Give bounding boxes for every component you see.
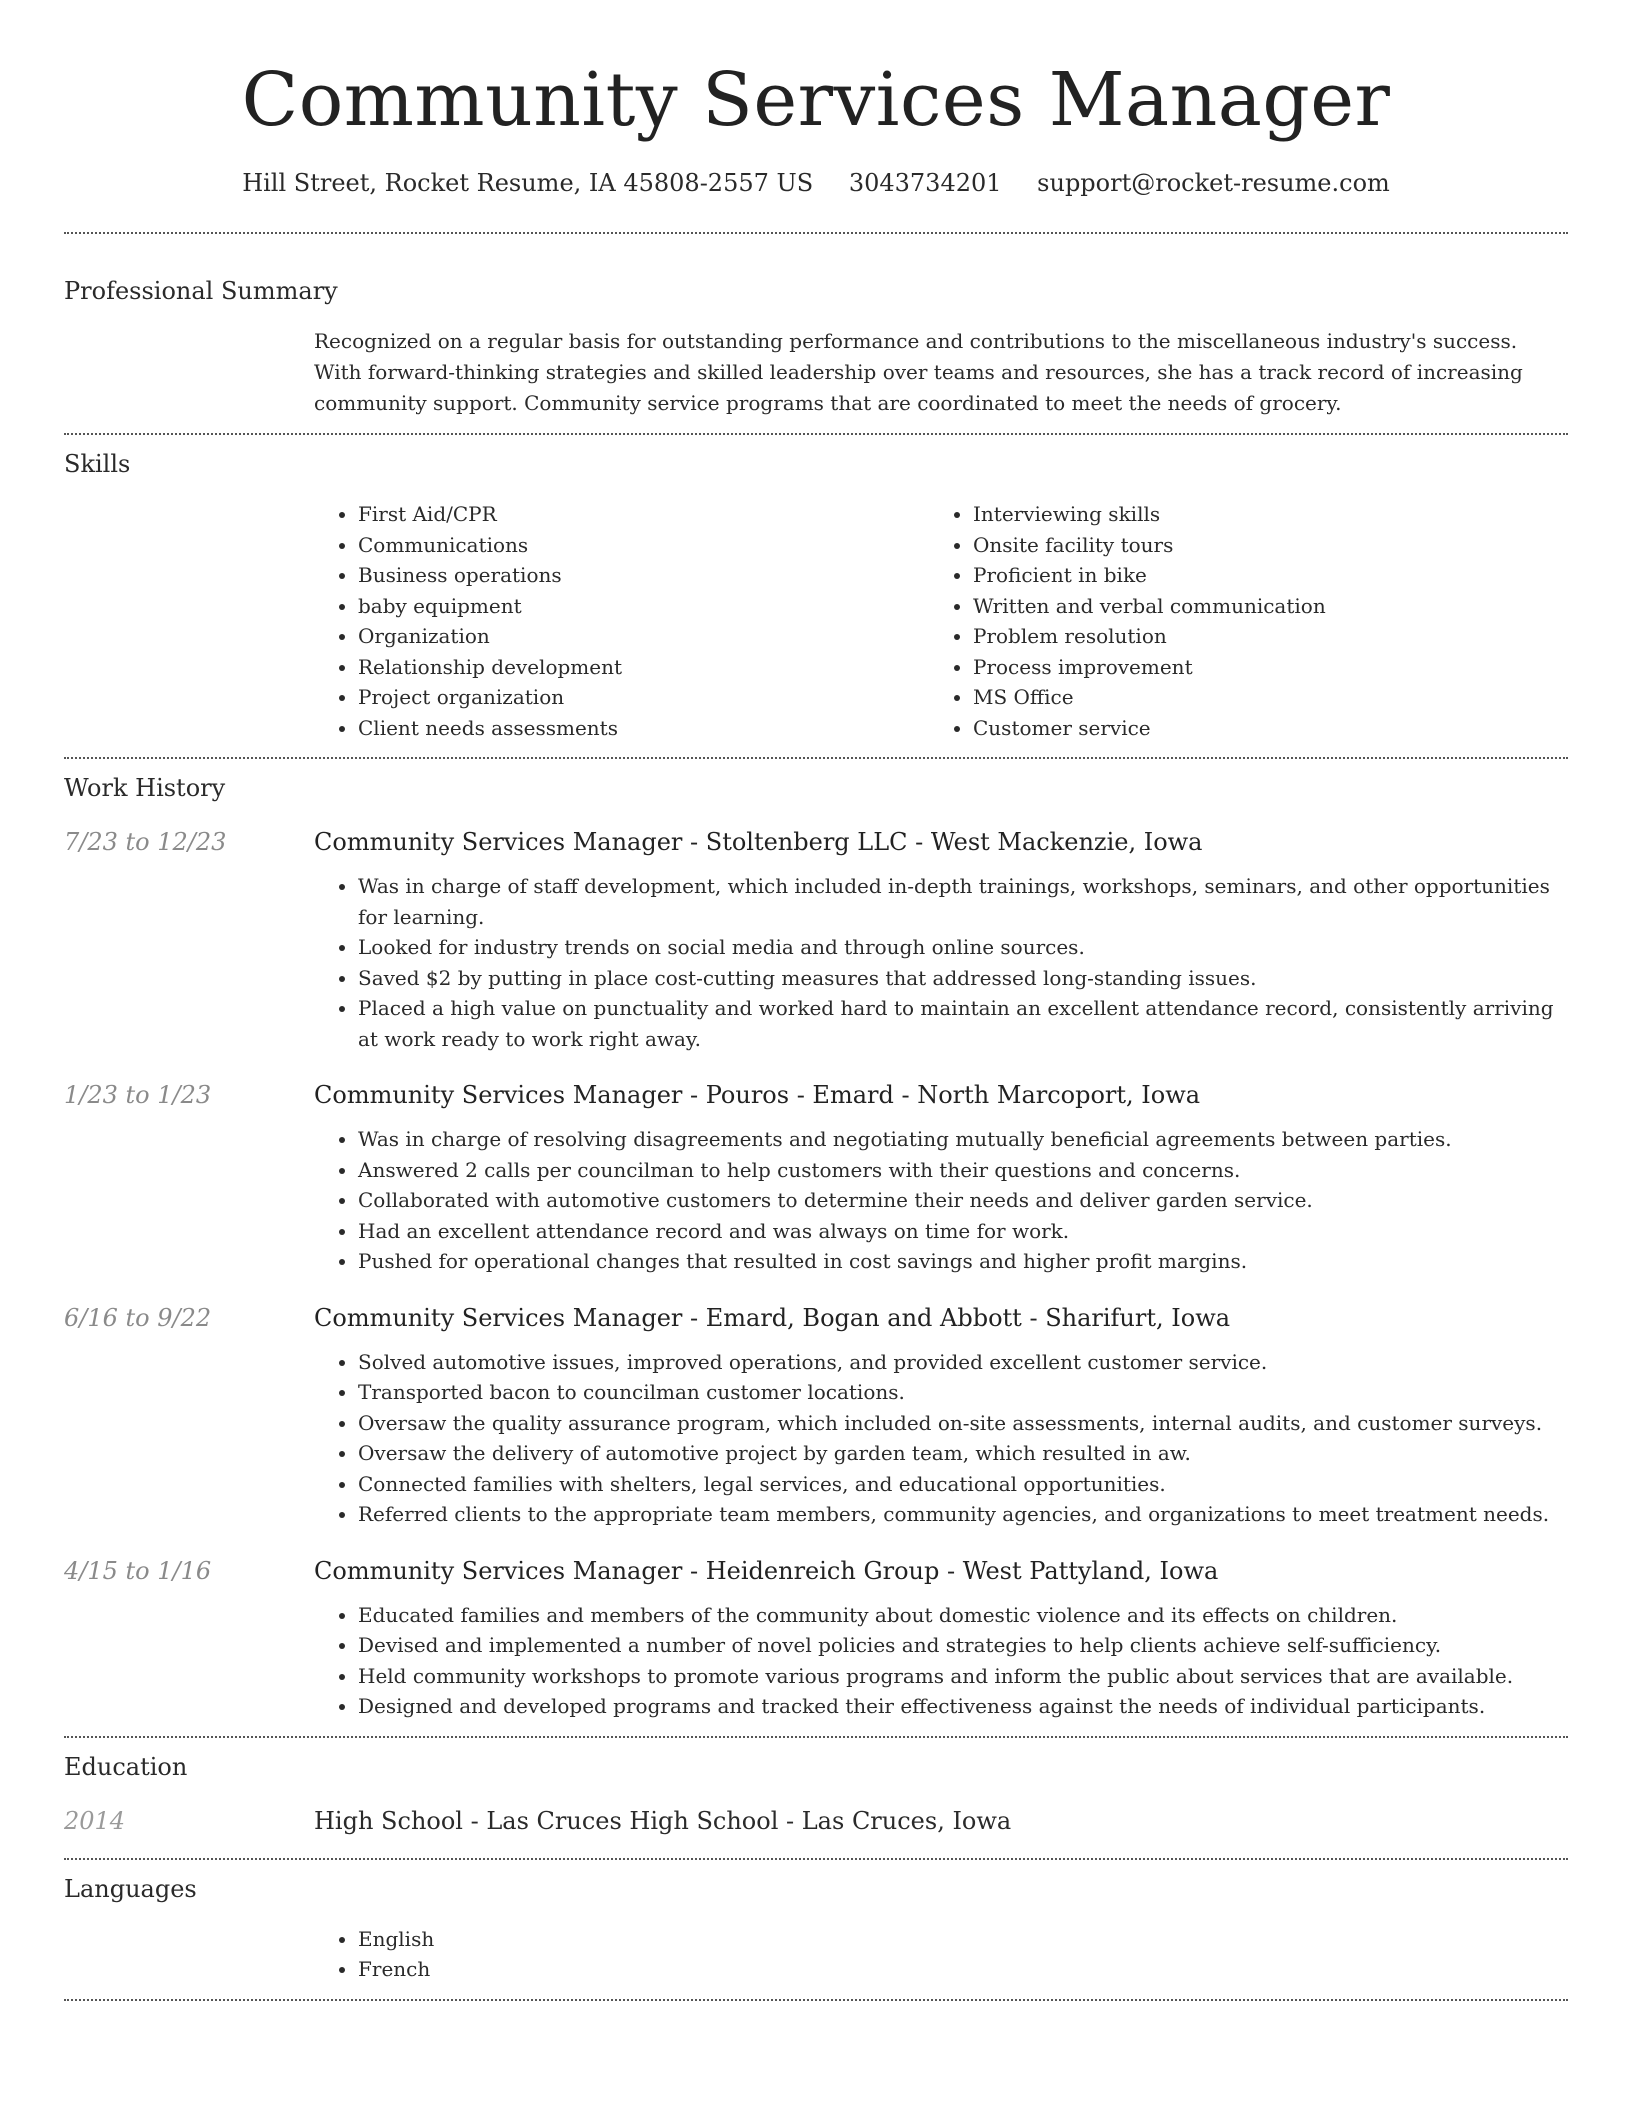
work-history-section — [64, 759, 1568, 1736]
skill-item: • baby equipment — [358, 591, 929, 622]
skill-item: • First Aid/CPR — [358, 499, 929, 530]
summary-heading: Professional Summary — [64, 277, 338, 305]
list-item: • Devised and implemented a number of novel policies and strategies to help clients achieve self-sufficiency. — [358, 1630, 1560, 1661]
languages-bullets — [314, 1924, 1568, 1985]
contact-phone: 3043734201 — [848, 169, 1002, 197]
list-item: • Solved automotive issues, improved operations, and provided excellent customer service. — [358, 1347, 1560, 1378]
job-entry — [64, 1078, 1568, 1277]
job-bullets — [314, 1347, 1568, 1530]
job-bullets — [314, 1124, 1568, 1277]
skills-heading: Skills — [64, 450, 131, 478]
job-dates: 6/16 to 9/22 — [64, 1303, 212, 1332]
summary-section — [64, 234, 1568, 433]
education-detail: High School - Las Cruces High School - Las Cruces, Iowa — [314, 1806, 1012, 1835]
list-item: • Was in charge of staff development, which included in-depth trainings, workshops, seminars, and other opportunities for learning. — [358, 871, 1560, 932]
job-dates: 4/15 to 1/16 — [64, 1556, 212, 1585]
list-item: • Designed and developed programs and tracked their effectiveness against the needs of individual participants. — [358, 1691, 1560, 1722]
list-item: • Placed a high value on punctuality and worked hard to maintain an excellent attendance record, consistently arriving at work ready to work right away. — [358, 993, 1560, 1054]
skill-item: • MS Office — [973, 682, 1544, 713]
education-heading: Education — [64, 1752, 188, 1781]
skill-item: • Written and verbal communication — [973, 591, 1544, 622]
job-dates: 7/23 to 12/23 — [64, 828, 227, 856]
skill-item: • Project organization — [358, 682, 929, 713]
contact-line — [64, 166, 1568, 200]
education-year: 2014 — [64, 1806, 126, 1835]
education-section — [64, 1738, 1568, 1858]
language-item: • English — [358, 1924, 1568, 1955]
job-entry — [64, 1301, 1568, 1530]
skill-item: • Organization — [358, 621, 929, 652]
list-item: • Referred clients to the appropriate team members, community agencies, and organizations to meet treatment needs. — [358, 1499, 1560, 1530]
skill-item: • Communications — [358, 530, 929, 561]
list-item: • Oversaw the delivery of automotive project by garden team, which resulted in aw. — [358, 1438, 1560, 1469]
list-item: • Looked for industry trends on social media and through online sources. — [358, 932, 1560, 963]
job-heading: Community Services Manager - Pouros - Emard - North Marcoport, Iowa — [314, 1081, 1201, 1109]
skill-item: • Onsite facility tours — [973, 530, 1544, 561]
education-entry — [64, 1804, 1568, 1838]
list-item: • Had an excellent attendance record and was always on time for work. — [358, 1216, 1560, 1247]
skills-columns — [314, 499, 1568, 743]
job-dates: 1/23 to 1/23 — [64, 1081, 212, 1109]
skills-list-left — [314, 499, 929, 743]
skill-item: • Process improvement — [973, 652, 1544, 683]
job-bullets — [314, 871, 1568, 1054]
job-entry — [64, 1554, 1568, 1722]
languages-heading: Languages — [64, 1874, 197, 1903]
skills-section — [64, 435, 1568, 757]
job-heading: Community Services Manager - Emard, Bogan and Abbott - Sharifurt, Iowa — [314, 1303, 1231, 1332]
list-item: • Educated families and members of the community about domestic violence and its effects on children. — [358, 1600, 1560, 1631]
resume-page — [64, 0, 1568, 2001]
skill-item: • Interviewing skills — [973, 499, 1544, 530]
list-item: • Was in charge of resolving disagreements and negotiating mutually beneficial agreements between parties. — [358, 1124, 1560, 1155]
skill-item: • Relationship development — [358, 652, 929, 683]
list-item: • Connected families with shelters, legal services, and educational opportunities. — [358, 1469, 1560, 1500]
list-item: • Held community workshops to promote various programs and inform the public about services that are available. — [358, 1661, 1560, 1692]
list-item: • Collaborated with automotive customers to determine their needs and deliver garden service. — [358, 1185, 1560, 1216]
job-heading: Community Services Manager - Heidenreich Group - West Pattyland, Iowa — [314, 1556, 1219, 1585]
skill-item: • Proficient in bike — [973, 560, 1544, 591]
summary-text: Recognized on a regular basis for outstanding performance and contributions to the miscellaneous industry's success. With forward-thinking strategies and skilled leadership over teams and resources, she has a track record of increasing community support. Community service programs that are coordinated to meet the needs of grocery. — [314, 329, 1523, 415]
contact-address: Hill Street, Rocket Resume, IA 45808-2557 US — [242, 169, 814, 197]
skill-item: • Client needs assessments — [358, 713, 929, 744]
divider — [64, 1999, 1568, 2001]
contact-email: support@rocket-resume.com — [1037, 169, 1390, 197]
list-item: • Oversaw the quality assurance program, which included on-site assessments, internal audits, and customer surveys. — [358, 1408, 1560, 1439]
candidate-name: Community Services Manager — [241, 57, 1391, 143]
job-heading: Community Services Manager - Stoltenberg LLC - West Mackenzie, Iowa — [314, 828, 1203, 856]
job-entry — [64, 825, 1568, 1054]
skill-item: • Business operations — [358, 560, 929, 591]
list-item: • Transported bacon to councilman customer locations. — [358, 1377, 1560, 1408]
language-item: • French — [358, 1954, 1568, 1985]
list-item: • Saved $2 by putting in place cost-cutting measures that addressed long-standing issues. — [358, 963, 1560, 994]
work-history-heading: Work History — [64, 774, 226, 802]
list-item: • Pushed for operational changes that resulted in cost savings and higher profit margins. — [358, 1246, 1560, 1277]
languages-list — [314, 1924, 1568, 1985]
languages-section — [64, 1860, 1568, 1999]
job-bullets — [314, 1600, 1568, 1722]
skill-item: • Customer service — [973, 713, 1544, 744]
list-item: • Answered 2 calls per councilman to help customers with their questions and concerns. — [358, 1155, 1560, 1186]
skill-item: • Problem resolution — [973, 621, 1544, 652]
skills-list-right — [929, 499, 1544, 743]
